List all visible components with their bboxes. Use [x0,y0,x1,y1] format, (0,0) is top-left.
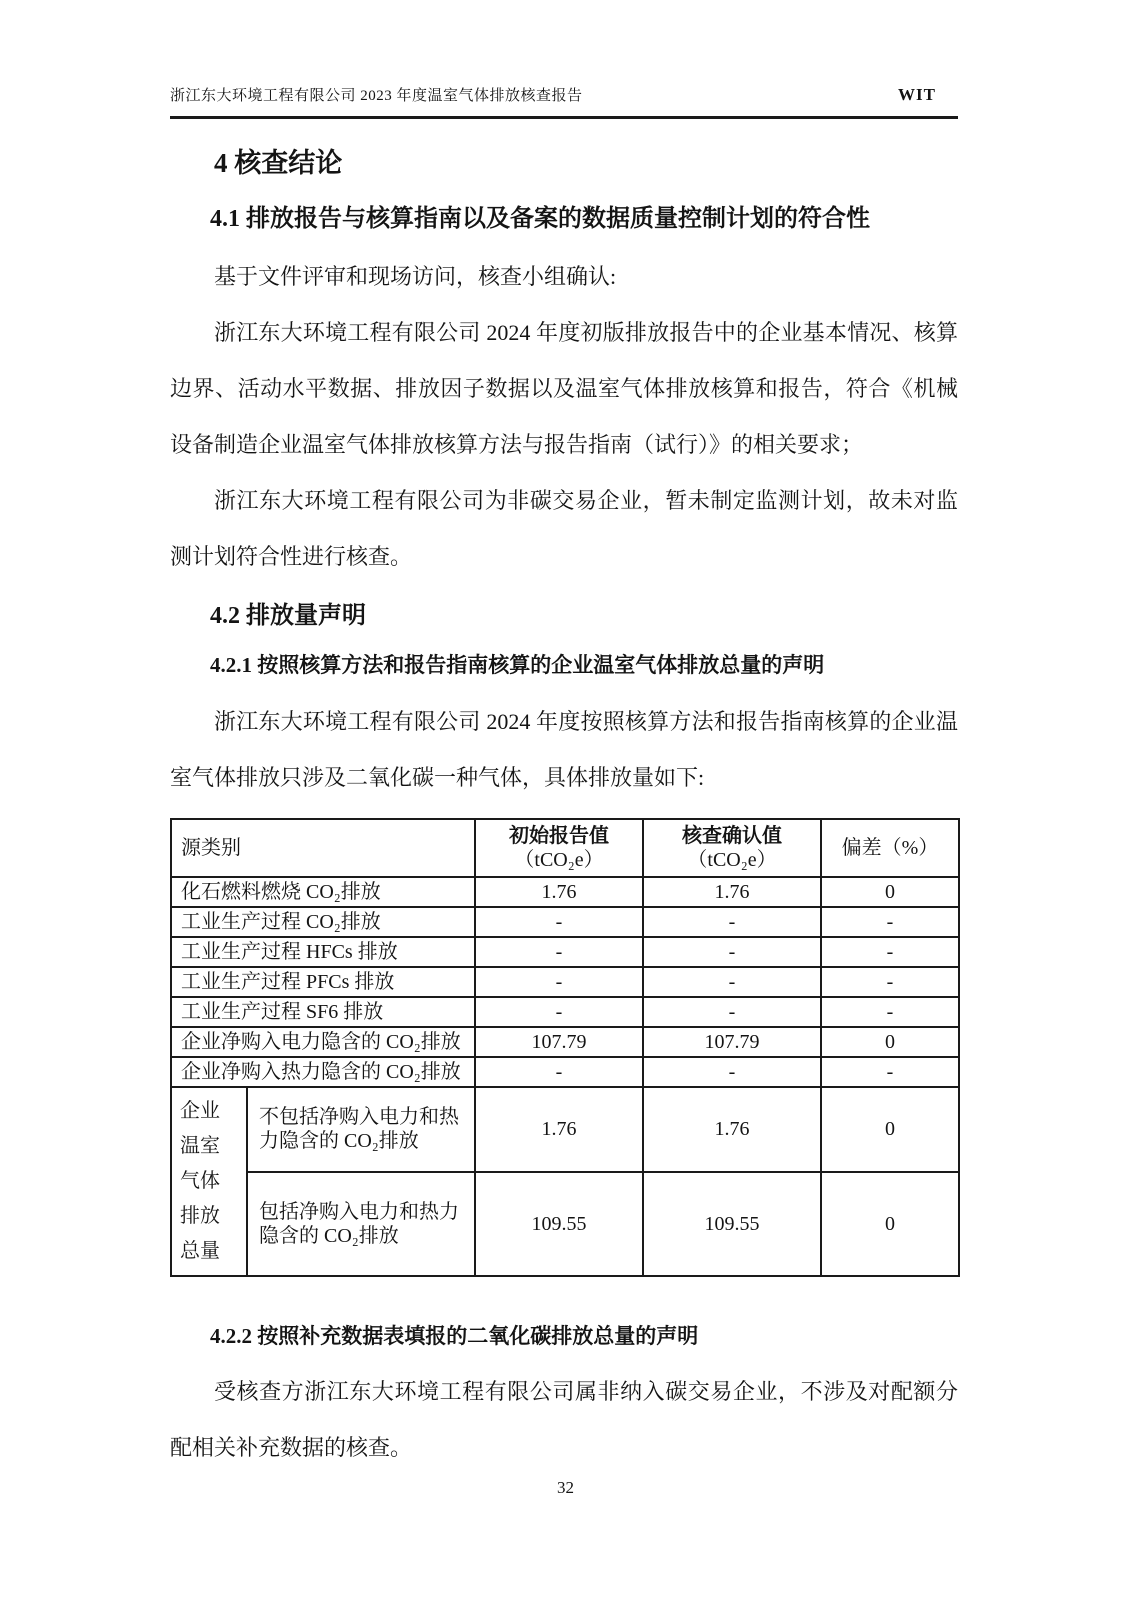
initial-value-cell: 107.79 [475,1027,643,1057]
deviation-cell: 0 [821,1087,959,1172]
deviation-cell: - [821,967,959,997]
initial-value-cell: - [475,937,643,967]
initial-value-cell: 1.76 [475,877,643,907]
initial-value-cell: - [475,907,643,937]
source-subcategory-cell: 包括净购入电力和热力隐含的 CO₂排放 [247,1172,475,1276]
deviation-cell: 0 [821,1027,959,1057]
paragraph-supplementary-data: 受核查方浙江东大环境工程有限公司属非纳入碳交易企业，不涉及对配额分配相关补充数据的核查。 [170,1379,958,1461]
initial-value-cell: - [475,1057,643,1087]
table-row [171,997,959,1027]
emissions-table [170,818,960,1277]
page-header [170,84,958,119]
verified-value-cell: 1.76 [643,877,821,907]
initial-value-cell: 1.76 [475,1087,643,1172]
verified-value-cell: 109.55 [643,1172,821,1276]
deviation-cell: 0 [821,877,959,907]
col-header-verified-unit: （tCO₂e） [687,848,777,871]
verified-value-cell: - [643,937,821,967]
section-4-1-heading: 4.1 排放报告与核算指南以及备案的数据质量控制计划的符合性 [210,206,870,233]
header-running-title: 浙江东大环境工程有限公司 2023 年度温室气体排放核查报告 [170,88,583,104]
header-logo-text: WIT [898,85,936,104]
table-row [171,1027,959,1057]
table-row [171,1057,959,1087]
deviation-cell: - [821,997,959,1027]
table-header-row [171,819,959,877]
source-category-cell: 工业生产过程 HFCs 排放 [171,937,475,967]
col-header-initial-unit: （tCO₂e） [514,848,604,871]
section-4-2-2-heading: 4.2.2 按照补充数据表填报的二氧化碳排放总量的声明 [210,1323,699,1348]
group-label-cell: 企业温室气体排放总量 [171,1087,247,1276]
source-category-cell: 工业生产过程 CO₂排放 [171,907,475,937]
source-category-cell: 工业生产过程 PFCs 排放 [171,967,475,997]
table-row [171,1172,959,1276]
verified-value-cell: - [643,1057,821,1087]
paragraph-confirmation-intro: 基于文件评审和现场访问，核查小组确认: [214,264,617,290]
paragraph-monitoring-plan: 浙江东大环境工程有限公司为非碳交易企业，暂未制定监测计划，故未对监测计划符合性进行核查。 [170,488,958,570]
col-header-deviation: 偏差（%） [821,819,959,877]
verified-value-cell: - [643,967,821,997]
deviation-cell: - [821,937,959,967]
table-row [171,1087,959,1172]
initial-value-cell: - [475,967,643,997]
source-category-cell: 化石燃料燃烧 CO₂排放 [171,877,475,907]
paragraph-report-compliance: 浙江东大环境工程有限公司 2024 年度初版排放报告中的企业基本情况、核算边界、活动水平数据、排放因子数据以及温室气体排放核算和报告，符合《机械设备制造企业温室气体排放核算方法与报告指南（试行）》的相关要求； [170,320,958,458]
initial-value-cell: - [475,997,643,1027]
table-row [171,937,959,967]
source-category-cell: 企业净购入电力隐含的 CO₂排放 [171,1027,475,1057]
page-footer [0,1478,1131,1498]
col-header-initial-title: 初始报告值 [509,824,609,847]
deviation-cell: - [821,1057,959,1087]
initial-value-cell: 109.55 [475,1172,643,1276]
deviation-cell: - [821,907,959,937]
page-number: 32 [557,1478,574,1497]
source-category-cell: 工业生产过程 SF6 排放 [171,997,475,1027]
section-4-heading: 4 核查结论 [214,148,343,178]
paragraph-emissions-intro: 浙江东大环境工程有限公司 2024 年度按照核算方法和报告指南核算的企业温室气体排放只涉及二氧化碳一种气体，具体排放量如下: [170,708,958,790]
table-row [171,907,959,937]
col-header-verified-title: 核查确认值 [682,824,782,847]
verified-value-cell: - [643,997,821,1027]
section-4-2-heading: 4.2 排放量声明 [210,603,366,630]
col-header-source-category: 源类别 [171,819,475,877]
verified-value-cell: - [643,907,821,937]
verified-value-cell: 1.76 [643,1087,821,1172]
table-row [171,877,959,907]
table-row [171,967,959,997]
source-category-cell: 企业净购入热力隐含的 CO₂排放 [171,1057,475,1087]
section-4-2-1-heading: 4.2.1 按照核算方法和报告指南核算的企业温室气体排放总量的声明 [210,653,825,678]
source-subcategory-cell: 不包括净购入电力和热力隐含的 CO₂排放 [247,1087,475,1172]
verified-value-cell: 107.79 [643,1027,821,1057]
col-header-initial-value [475,819,643,877]
col-header-verified-value [643,819,821,877]
deviation-cell: 0 [821,1172,959,1276]
